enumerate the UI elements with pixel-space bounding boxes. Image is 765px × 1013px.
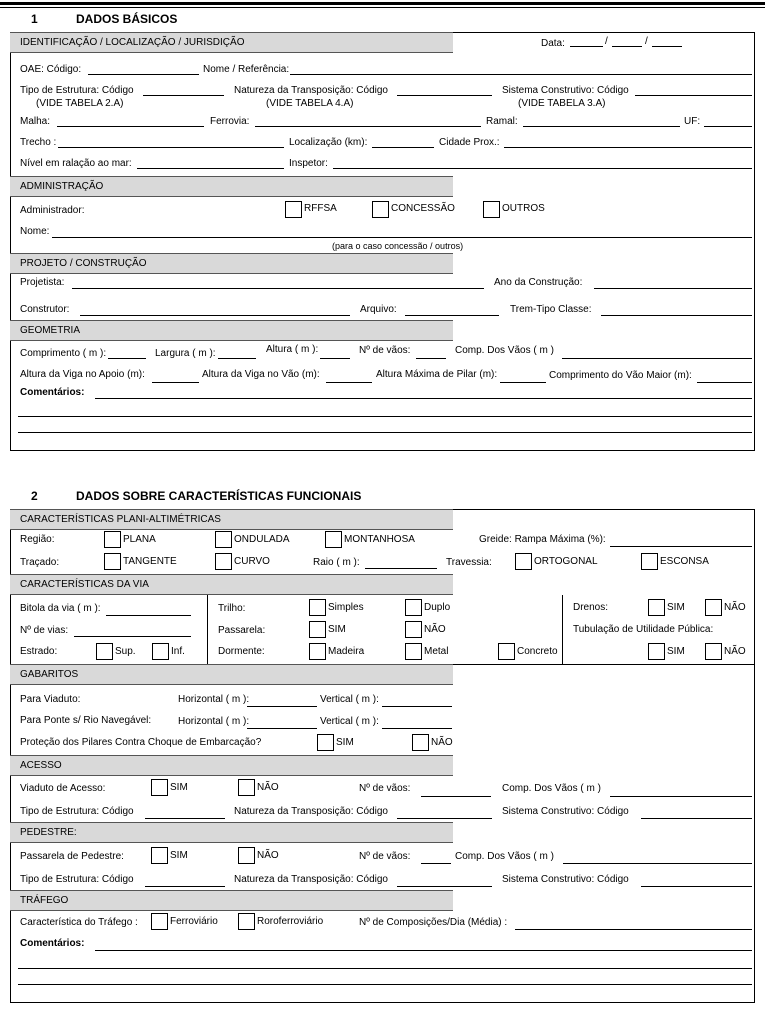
comentarios-line-3[interactable] [18, 432, 752, 433]
madeira-checkbox[interactable] [309, 643, 326, 660]
comprimento-field[interactable] [108, 358, 146, 359]
comentarios-2-line-1[interactable] [95, 950, 752, 951]
bar-caracteristicas-via: CARACTERÍSTICAS DA VIA [10, 574, 453, 595]
construtor-field[interactable] [80, 315, 350, 316]
via-divider-1 [207, 595, 208, 665]
inf-label: Inf. [171, 646, 185, 657]
plana-label: PLANA [123, 534, 156, 545]
simples-checkbox[interactable] [309, 599, 326, 616]
acesso-sistema-field[interactable] [641, 818, 752, 819]
rffsa-checkbox[interactable] [285, 201, 302, 218]
trecho-field[interactable] [58, 147, 284, 148]
malha-field[interactable] [57, 126, 204, 127]
pedestre-natureza-label: Natureza da Transposição: Código [234, 874, 388, 885]
carac-trafego-label: Característica do Tráfego : [20, 917, 138, 928]
ondulada-label: ONDULADA [234, 534, 290, 545]
greide-label: Greide: Rampa Máxima (%): [479, 534, 606, 545]
para-ponte-label: Para Ponte s/ Rio Navegável: [20, 715, 152, 726]
ortogonal-checkbox[interactable] [515, 553, 532, 570]
alt-viga-vao-field[interactable] [326, 382, 372, 383]
trem-tipo-label: Trem-Tipo Classe: [510, 304, 592, 315]
tipo-estrutura-field[interactable] [143, 95, 224, 96]
inf-checkbox[interactable] [152, 643, 169, 660]
data-year-field[interactable] [652, 46, 682, 47]
para-viaduto-label: Para Viaduto: [20, 694, 81, 705]
vide-tabela-4a: (VIDE TABELA 4.A) [266, 98, 354, 109]
passarela-sim-label: SIM [328, 624, 346, 635]
pedestre-tipo-estr-label: Tipo de Estrutura: Código [20, 874, 134, 885]
ano-construcao-label: Ano da Construção: [494, 277, 583, 288]
pedestre-sistema-label: Sistema Construtivo: Código [502, 874, 629, 885]
comentarios-2-label: Comentários: [20, 938, 85, 949]
ortogonal-label: ORTOGONAL [534, 556, 598, 567]
comentarios-2-line-3[interactable] [18, 984, 752, 985]
protecao-sim-label: SIM [336, 737, 354, 748]
cidade-label: Cidade Prox.: [439, 137, 500, 148]
bar-acesso: ACESSO [10, 755, 453, 776]
tangente-checkbox[interactable] [104, 553, 121, 570]
n-vias-field[interactable] [74, 636, 191, 637]
bitola-field[interactable] [106, 615, 191, 616]
acesso-nao-label: NÃO [257, 782, 279, 793]
duplo-label: Duplo [424, 602, 451, 613]
acesso-nao-checkbox[interactable] [238, 779, 255, 796]
ferrovia-label: Ferrovia: [210, 116, 250, 127]
concreto-label: Concreto [517, 646, 558, 657]
concessao-checkbox[interactable] [372, 201, 389, 218]
nivel-mar-label: Nível em ralação ao mar: [20, 158, 132, 169]
metal-label: Metal [424, 646, 449, 657]
pedestre-n-vaos-label: Nº de vãos: [359, 851, 411, 862]
n-composicoes-field[interactable] [515, 929, 752, 930]
curvo-label: CURVO [234, 556, 270, 567]
acesso-sim-label: SIM [170, 782, 188, 793]
tubulacao-nao-label: NÃO [724, 646, 746, 657]
tubulacao-sim-checkbox[interactable] [648, 643, 665, 660]
pedestre-natureza-field[interactable] [397, 886, 492, 887]
passarela-pedestre-label: Passarela de Pedestre: [20, 851, 124, 862]
ferroviario-checkbox[interactable] [151, 913, 168, 930]
bar-projeto-construcao: PROJETO / CONSTRUÇÃO [10, 253, 453, 274]
largura-label: Largura ( m ): [155, 348, 216, 359]
protecao-nao-checkbox[interactable] [412, 734, 429, 751]
acesso-tipo-estr-field[interactable] [145, 818, 225, 819]
drenos-sim-checkbox[interactable] [648, 599, 665, 616]
localizacao-label: Localização (km): [289, 137, 368, 148]
administrador-label: Administrador: [20, 205, 85, 216]
passarela-label: Passarela: [218, 625, 266, 636]
concessao-label: CONCESSÃO [391, 203, 455, 214]
acesso-sim-checkbox[interactable] [151, 779, 168, 796]
bar-administracao: ADMINISTRAÇÃO [10, 176, 453, 197]
montanhosa-label: MONTANHOSA [344, 534, 415, 545]
altura-label: Altura ( m ): [266, 344, 319, 355]
raio-field[interactable] [365, 568, 437, 569]
comentarios-line-2[interactable] [18, 416, 752, 417]
tipo-estrutura-label: Tipo de Estrutura: Código [20, 85, 134, 96]
via-divider-2 [562, 595, 563, 665]
pedestre-n-vaos-field[interactable] [421, 863, 451, 864]
pedestre-sim-checkbox[interactable] [151, 847, 168, 864]
comp-vaos-field[interactable] [562, 358, 752, 359]
acesso-comp-vaos-label: Comp. Dos Vãos ( m ) [502, 783, 601, 794]
passarela-nao-label: NÃO [424, 624, 446, 635]
rffsa-label: RFFSA [304, 203, 337, 214]
drenos-nao-label: NÃO [724, 602, 746, 613]
acesso-sistema-label: Sistema Construtivo: Código [502, 806, 629, 817]
raio-label: Raio ( m ): [313, 557, 360, 568]
comentarios-label: Comentários: [20, 387, 85, 398]
ramal-field[interactable] [523, 126, 680, 127]
date-slash: / [605, 36, 608, 47]
viaduto-horizontal-label: Horizontal ( m ): [178, 694, 250, 705]
arquivo-field[interactable] [405, 315, 499, 316]
passarela-nao-checkbox[interactable] [405, 621, 422, 638]
estrado-label: Estrado: [20, 646, 58, 657]
outros-label: OUTROS [502, 203, 545, 214]
pedestre-comp-vaos-label: Comp. Dos Vãos ( m ) [455, 851, 554, 862]
bar-plani-altimetricas: CARACTERÍSTICAS PLANI-ALTIMÉTRICAS [10, 509, 453, 530]
inspetor-label: Inspetor: [289, 158, 328, 169]
viaduto-horizontal-field[interactable] [247, 706, 317, 707]
simples-label: Simples [328, 602, 364, 613]
acesso-comp-vaos-field[interactable] [610, 796, 752, 797]
roroferroviario-label: Roroferroviário [257, 916, 324, 927]
date-slash: / [645, 36, 648, 47]
comp-vao-maior-label: Comprimento do Vão Maior (m): [549, 370, 692, 381]
nome-label: Nome: [20, 226, 50, 237]
comprimento-label: Comprimento ( m ): [20, 348, 107, 359]
drenos-label: Drenos: [573, 602, 609, 613]
comp-vaos-label: Comp. Dos Vãos ( m ) [455, 345, 554, 356]
acesso-n-vaos-label: Nº de vãos: [359, 783, 411, 794]
acesso-natureza-field[interactable] [397, 818, 492, 819]
pedestre-comp-vaos-field[interactable] [563, 863, 752, 864]
bar-trafego: TRÁFEGO [10, 890, 453, 911]
top-rule-thin [0, 7, 765, 8]
tubulacao-sim-label: SIM [667, 646, 685, 657]
bar-geometria: GEOMETRIA [10, 320, 453, 341]
sistema-label: Sistema Construtivo: Código [502, 85, 629, 96]
concreto-checkbox[interactable] [498, 643, 515, 660]
ponte-horizontal-field[interactable] [247, 728, 317, 729]
sistema-field[interactable] [635, 95, 752, 96]
top-rule [0, 2, 765, 5]
protecao-sim-checkbox[interactable] [317, 734, 334, 751]
trilho-label: Trilho: [218, 603, 246, 614]
tubulacao-label: Tubulação de Utilidade Pública: [573, 624, 714, 635]
comentarios-2-line-2[interactable] [18, 968, 752, 969]
acesso-natureza-label: Natureza da Transposição: Código [234, 806, 388, 817]
vide-tabela-2a: (VIDE TABELA 2.A) [36, 98, 124, 109]
malha-label: Malha: [20, 116, 51, 127]
protecao-nao-label: NÃO [431, 737, 453, 748]
trem-tipo-field[interactable] [601, 315, 752, 316]
cidade-field[interactable] [504, 147, 752, 148]
section-2-title: DADOS SOBRE CARACTERÍSTICAS FUNCIONAIS [76, 489, 362, 503]
outros-checkbox[interactable] [483, 201, 500, 218]
bar-gabaritos: GABARITOS [10, 664, 453, 685]
acesso-tipo-estr-label: Tipo de Estrutura: Código [20, 806, 134, 817]
sup-checkbox[interactable] [96, 643, 113, 660]
greide-field[interactable] [610, 546, 752, 547]
travessia-label: Travessia: [446, 557, 492, 568]
curvo-checkbox[interactable] [215, 553, 232, 570]
inspetor-field[interactable] [333, 168, 752, 169]
vide-tabela-3a: (VIDE TABELA 3.A) [518, 98, 606, 109]
ferroviario-label: Ferroviário [170, 916, 218, 927]
ondulada-checkbox[interactable] [215, 531, 232, 548]
drenos-sim-label: SIM [667, 602, 685, 613]
plana-checkbox[interactable] [104, 531, 121, 548]
bar-identificacao: IDENTIFICAÇÃO / LOCALIZAÇÃO / JURISDIÇÃO [10, 32, 453, 53]
para-caso-note: (para o caso concessão / outros) [332, 241, 464, 251]
nome-referencia-field[interactable] [290, 74, 752, 75]
acesso-n-vaos-field[interactable] [421, 796, 491, 797]
data-day-field[interactable] [570, 46, 603, 47]
viaduto-vertical-field[interactable] [382, 706, 452, 707]
roroferroviario-checkbox[interactable] [238, 913, 255, 930]
passarela-sim-checkbox[interactable] [309, 621, 326, 638]
projetista-label: Projetista: [20, 277, 65, 288]
esconsa-checkbox[interactable] [641, 553, 658, 570]
tangente-label: TANGENTE [123, 556, 177, 567]
nome-field[interactable] [52, 237, 752, 238]
drenos-nao-checkbox[interactable] [705, 599, 722, 616]
nivel-mar-field[interactable] [137, 168, 284, 169]
section-1-title: DADOS BÁSICOS [76, 12, 178, 26]
ponte-vertical-field[interactable] [382, 728, 452, 729]
uf-label: UF: [684, 116, 701, 127]
altura-field[interactable] [320, 358, 350, 359]
ferrovia-field[interactable] [255, 126, 481, 127]
localizacao-field[interactable] [372, 147, 434, 148]
section-1-number: 1 [31, 12, 38, 26]
sup-label: Sup. [115, 646, 136, 657]
oae-codigo-field[interactable] [88, 74, 199, 75]
natureza-label: Natureza da Transposição: Código [234, 85, 388, 96]
bar-pedestre: PEDESTRE: [10, 822, 453, 843]
data-month-field[interactable] [612, 46, 642, 47]
tubulacao-nao-checkbox[interactable] [705, 643, 722, 660]
natureza-field[interactable] [397, 95, 492, 96]
regiao-label: Região: [20, 534, 55, 545]
pedestre-sistema-field[interactable] [641, 886, 752, 887]
bitola-label: Bitola da via ( m ): [20, 603, 101, 614]
duplo-checkbox[interactable] [405, 599, 422, 616]
metal-checkbox[interactable] [405, 643, 422, 660]
construtor-label: Construtor: [20, 304, 70, 315]
n-vias-label: Nº de vias: [20, 625, 69, 636]
alt-max-pilar-field[interactable] [500, 382, 546, 383]
largura-field[interactable] [218, 358, 256, 359]
esconsa-label: ESCONSA [660, 556, 709, 567]
ponte-horizontal-label: Horizontal ( m ): [178, 716, 250, 727]
comp-vao-maior-field[interactable] [697, 382, 752, 383]
n-vaos-field[interactable] [416, 358, 446, 359]
tracado-label: Traçado: [20, 557, 60, 568]
pedestre-nao-checkbox[interactable] [238, 847, 255, 864]
projetista-field[interactable] [72, 288, 484, 289]
alt-viga-apoio-field[interactable] [152, 382, 199, 383]
montanhosa-checkbox[interactable] [325, 531, 342, 548]
alt-viga-apoio-label: Altura da Viga no Apoio (m): [20, 369, 145, 380]
dormente-label: Dormente: [218, 646, 265, 657]
viaduto-acesso-label: Viaduto de Acesso: [20, 783, 106, 794]
ponte-vertical-label: Vertical ( m ): [320, 716, 379, 727]
oae-codigo-label: OAE: Código: [20, 64, 82, 75]
nome-referencia-label: Nome / Referência: [203, 64, 290, 75]
alt-viga-vao-label: Altura da Viga no Vão (m): [202, 369, 320, 380]
viaduto-vertical-label: Vertical ( m ): [320, 694, 379, 705]
pedestre-sim-label: SIM [170, 850, 188, 861]
madeira-label: Madeira [328, 646, 365, 657]
section-2-number: 2 [31, 489, 38, 503]
trecho-label: Trecho : [20, 137, 57, 148]
n-composicoes-label: Nº de Composições/Dia (Média) : [359, 917, 508, 928]
data-label: Data: [541, 38, 565, 49]
comentarios-line-1[interactable] [95, 398, 752, 399]
ramal-label: Ramal: [486, 116, 518, 127]
pedestre-tipo-estr-field[interactable] [145, 886, 225, 887]
uf-field[interactable] [704, 126, 752, 127]
alt-max-pilar-label: Altura Máxima de Pilar (m): [376, 369, 498, 380]
arquivo-label: Arquivo: [360, 304, 397, 315]
n-vaos-label: Nº de vãos: [359, 345, 411, 356]
pedestre-nao-label: NÃO [257, 850, 279, 861]
ano-construcao-field[interactable] [594, 288, 752, 289]
protecao-label: Proteção dos Pilares Contra Choque de Embarcação? [20, 737, 262, 748]
